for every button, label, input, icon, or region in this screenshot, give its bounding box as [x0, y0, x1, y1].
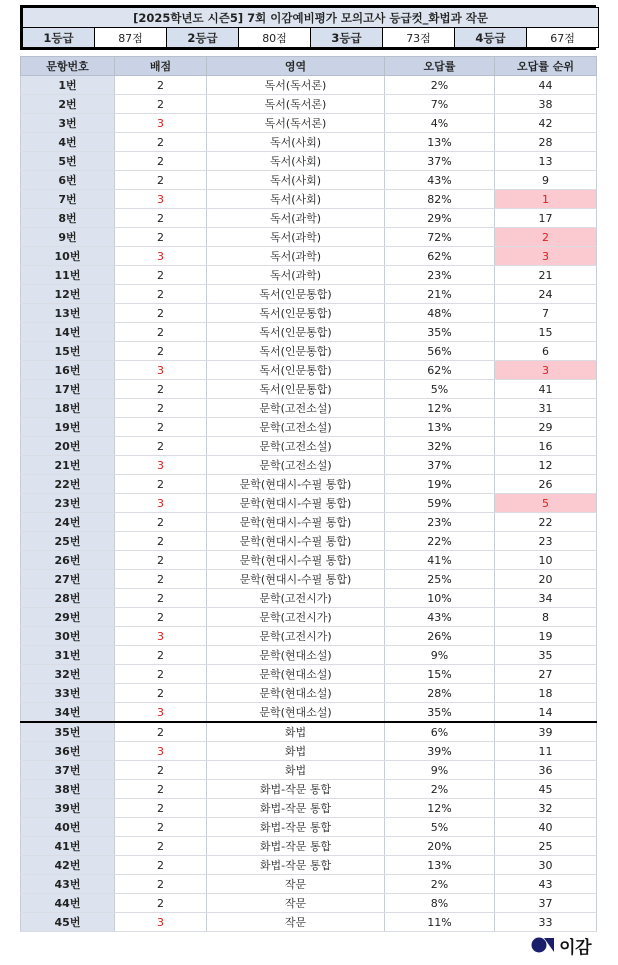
- points-cell: 2: [115, 437, 207, 456]
- error-rate-cell: 25%: [385, 570, 495, 589]
- area-cell: 독서(독서론): [207, 114, 385, 133]
- table-row: [21, 247, 597, 266]
- error-rate-cell: 41%: [385, 551, 495, 570]
- error-rate-cell: 7%: [385, 95, 495, 114]
- table-row: [21, 570, 597, 589]
- table-row: [21, 532, 597, 551]
- table-row: [21, 475, 597, 494]
- table-row: [21, 342, 597, 361]
- question-number-cell: 34번: [21, 703, 115, 723]
- area-cell: 화법: [207, 761, 385, 780]
- logo-text: 이감: [559, 937, 591, 958]
- error-rank-cell: 40: [495, 818, 597, 837]
- table-row: [21, 323, 597, 342]
- table-header: [21, 57, 597, 76]
- points-cell: 2: [115, 133, 207, 152]
- area-cell: 작문: [207, 875, 385, 894]
- table-row: [21, 399, 597, 418]
- error-rate-cell: 29%: [385, 209, 495, 228]
- area-cell: 문학(현대소설): [207, 684, 385, 703]
- error-rate-cell: 28%: [385, 684, 495, 703]
- report: [20, 5, 596, 932]
- table-row: [21, 894, 597, 913]
- question-number-cell: 32번: [21, 665, 115, 684]
- question-number-cell: 41번: [21, 837, 115, 856]
- area-cell: 문학(고전소설): [207, 456, 385, 475]
- error-rate-cell: 21%: [385, 285, 495, 304]
- area-cell: 독서(과학): [207, 209, 385, 228]
- question-number-cell: 21번: [21, 456, 115, 475]
- error-rank-cell: 35: [495, 646, 597, 665]
- error-rank-cell: 31: [495, 399, 597, 418]
- table-row: [21, 456, 597, 475]
- error-rank-cell: 27: [495, 665, 597, 684]
- table-row: [21, 133, 597, 152]
- table-row: [21, 646, 597, 665]
- question-number-cell: 24번: [21, 513, 115, 532]
- points-cell: 2: [115, 513, 207, 532]
- error-rank-cell: 23: [495, 532, 597, 551]
- points-cell: 2: [115, 304, 207, 323]
- question-number-cell: 2번: [21, 95, 115, 114]
- points-cell: 2: [115, 799, 207, 818]
- table-row: [21, 76, 597, 95]
- table-row: [21, 209, 597, 228]
- points-cell: 2: [115, 475, 207, 494]
- area-cell: 문학(고전소설): [207, 399, 385, 418]
- question-number-cell: 18번: [21, 399, 115, 418]
- question-number-cell: 4번: [21, 133, 115, 152]
- error-rank-cell: 20: [495, 570, 597, 589]
- error-rate-cell: 8%: [385, 894, 495, 913]
- area-cell: 작문: [207, 894, 385, 913]
- area-cell: 독서(독서론): [207, 95, 385, 114]
- grade-cut-box: [20, 5, 596, 50]
- area-cell: 화법-작문 통합: [207, 799, 385, 818]
- error-rank-cell: 32: [495, 799, 597, 818]
- points-cell: 2: [115, 780, 207, 799]
- area-cell: 독서(인문통합): [207, 361, 385, 380]
- question-number-cell: 23번: [21, 494, 115, 513]
- error-rate-cell: 22%: [385, 532, 495, 551]
- error-rank-cell: 6: [495, 342, 597, 361]
- error-rank-cell: 17: [495, 209, 597, 228]
- question-number-cell: 13번: [21, 304, 115, 323]
- error-rate-cell: 37%: [385, 456, 495, 475]
- area-cell: 화법-작문 통합: [207, 818, 385, 837]
- error-rank-cell: 44: [495, 76, 597, 95]
- question-number-cell: 28번: [21, 589, 115, 608]
- points-cell: 2: [115, 380, 207, 399]
- error-rate-cell: 32%: [385, 437, 495, 456]
- error-rate-cell: 2%: [385, 875, 495, 894]
- points-cell: 2: [115, 894, 207, 913]
- error-rate-cell: 12%: [385, 799, 495, 818]
- question-number-cell: 27번: [21, 570, 115, 589]
- table-row: [21, 285, 597, 304]
- area-cell: 문학(고전시가): [207, 627, 385, 646]
- column-header: 오답률: [385, 57, 495, 76]
- question-number-cell: 7번: [21, 190, 115, 209]
- column-header: 오답률 순위: [495, 57, 597, 76]
- question-number-cell: 25번: [21, 532, 115, 551]
- points-cell: 2: [115, 152, 207, 171]
- error-rank-cell: 45: [495, 780, 597, 799]
- points-cell: 2: [115, 875, 207, 894]
- error-rate-cell: 48%: [385, 304, 495, 323]
- points-cell: 2: [115, 761, 207, 780]
- error-rate-cell: 35%: [385, 703, 495, 723]
- points-cell: 2: [115, 266, 207, 285]
- question-number-cell: 3번: [21, 114, 115, 133]
- error-rate-cell: 15%: [385, 665, 495, 684]
- area-cell: 문학(현대시-수필 통합): [207, 551, 385, 570]
- area-cell: 작문: [207, 913, 385, 932]
- error-rate-cell: 9%: [385, 761, 495, 780]
- error-rate-cell: 39%: [385, 742, 495, 761]
- area-cell: 독서(사회): [207, 152, 385, 171]
- area-cell: 화법-작문 통합: [207, 856, 385, 875]
- area-cell: 문학(고전소설): [207, 418, 385, 437]
- area-cell: 독서(인문통합): [207, 323, 385, 342]
- error-rate-cell: 23%: [385, 266, 495, 285]
- area-cell: 문학(현대소설): [207, 646, 385, 665]
- error-rate-cell: 59%: [385, 494, 495, 513]
- error-rank-cell: 18: [495, 684, 597, 703]
- points-cell: 3: [115, 190, 207, 209]
- error-rank-cell: 41: [495, 380, 597, 399]
- table-row: [21, 837, 597, 856]
- grade-label: 3등급: [311, 28, 383, 48]
- area-cell: 문학(현대시-수필 통합): [207, 513, 385, 532]
- table-row: [21, 380, 597, 399]
- question-number-cell: 17번: [21, 380, 115, 399]
- area-cell: 문학(고전시가): [207, 608, 385, 627]
- question-number-cell: 8번: [21, 209, 115, 228]
- table-row: [21, 304, 597, 323]
- area-cell: 독서(과학): [207, 266, 385, 285]
- question-number-cell: 20번: [21, 437, 115, 456]
- question-number-cell: 22번: [21, 475, 115, 494]
- area-cell: 독서(인문통합): [207, 380, 385, 399]
- error-rank-cell: 38: [495, 95, 597, 114]
- error-rate-cell: 19%: [385, 475, 495, 494]
- table-row: [21, 152, 597, 171]
- question-number-cell: 37번: [21, 761, 115, 780]
- area-cell: 문학(현대시-수필 통합): [207, 570, 385, 589]
- points-cell: 2: [115, 570, 207, 589]
- brand-logo: [531, 934, 591, 956]
- area-cell: 문학(현대시-수필 통합): [207, 494, 385, 513]
- question-number-cell: 39번: [21, 799, 115, 818]
- table-row: [21, 780, 597, 799]
- error-rate-cell: 10%: [385, 589, 495, 608]
- grade-value: 80점: [239, 28, 311, 48]
- error-rank-cell: 15: [495, 323, 597, 342]
- error-rate-cell: 82%: [385, 190, 495, 209]
- table-row: [21, 418, 597, 437]
- error-rate-cell: 26%: [385, 627, 495, 646]
- points-cell: 3: [115, 114, 207, 133]
- error-rate-cell: 2%: [385, 780, 495, 799]
- points-cell: 2: [115, 856, 207, 875]
- question-number-cell: 6번: [21, 171, 115, 190]
- error-rate-cell: 5%: [385, 380, 495, 399]
- points-cell: 2: [115, 722, 207, 742]
- area-cell: 화법: [207, 722, 385, 742]
- error-rank-cell: 39: [495, 722, 597, 742]
- column-header: 영역: [207, 57, 385, 76]
- table-row: [21, 266, 597, 285]
- error-rate-cell: 62%: [385, 247, 495, 266]
- table-row: [21, 665, 597, 684]
- points-cell: 2: [115, 837, 207, 856]
- error-rate-cell: 2%: [385, 76, 495, 95]
- area-cell: 독서(사회): [207, 133, 385, 152]
- question-number-cell: 14번: [21, 323, 115, 342]
- error-rank-cell: 12: [495, 456, 597, 475]
- grade-label: 4등급: [455, 28, 527, 48]
- column-header: 문항번호: [21, 57, 115, 76]
- error-rate-cell: 4%: [385, 114, 495, 133]
- area-cell: 독서(인문통합): [207, 342, 385, 361]
- table-row: [21, 114, 597, 133]
- points-cell: 2: [115, 665, 207, 684]
- error-rate-cell: 13%: [385, 418, 495, 437]
- points-cell: 2: [115, 551, 207, 570]
- error-rank-cell: 16: [495, 437, 597, 456]
- table-body: [21, 76, 597, 932]
- question-number-cell: 42번: [21, 856, 115, 875]
- question-number-cell: 45번: [21, 913, 115, 932]
- table-row: [21, 494, 597, 513]
- question-number-cell: 33번: [21, 684, 115, 703]
- table-row: [21, 684, 597, 703]
- error-rank-cell: 7: [495, 304, 597, 323]
- table-row: [21, 437, 597, 456]
- question-number-cell: 26번: [21, 551, 115, 570]
- table-row: [21, 761, 597, 780]
- points-cell: 2: [115, 589, 207, 608]
- points-cell: 2: [115, 608, 207, 627]
- question-number-cell: 30번: [21, 627, 115, 646]
- area-cell: 독서(인문통합): [207, 304, 385, 323]
- points-cell: 2: [115, 95, 207, 114]
- table-row: [21, 171, 597, 190]
- error-rate-cell: 37%: [385, 152, 495, 171]
- question-number-cell: 44번: [21, 894, 115, 913]
- points-cell: 2: [115, 418, 207, 437]
- error-rate-cell: 6%: [385, 722, 495, 742]
- question-number-cell: 31번: [21, 646, 115, 665]
- igam-logo-icon: [531, 936, 555, 954]
- error-rate-cell: 12%: [385, 399, 495, 418]
- error-rate-cell: 13%: [385, 133, 495, 152]
- grade-value: 67점: [527, 28, 599, 48]
- points-cell: 3: [115, 913, 207, 932]
- error-rank-cell: 8: [495, 608, 597, 627]
- table-row: [21, 799, 597, 818]
- area-cell: 독서(과학): [207, 228, 385, 247]
- error-rank-cell: 3: [495, 247, 597, 266]
- error-rate-cell: 11%: [385, 913, 495, 932]
- error-rank-cell: 1: [495, 190, 597, 209]
- points-cell: 3: [115, 247, 207, 266]
- error-rank-cell: 21: [495, 266, 597, 285]
- table-row: [21, 742, 597, 761]
- question-number-cell: 1번: [21, 76, 115, 95]
- error-rate-cell: 72%: [385, 228, 495, 247]
- points-cell: 2: [115, 399, 207, 418]
- table-row: [21, 589, 597, 608]
- error-rate-cell: 62%: [385, 361, 495, 380]
- table-row: [21, 513, 597, 532]
- points-cell: 2: [115, 171, 207, 190]
- area-cell: 독서(인문통합): [207, 285, 385, 304]
- question-number-cell: 10번: [21, 247, 115, 266]
- question-number-cell: 16번: [21, 361, 115, 380]
- points-cell: 3: [115, 627, 207, 646]
- points-cell: 3: [115, 703, 207, 723]
- item-analysis-table: [20, 56, 597, 932]
- area-cell: 독서(사회): [207, 190, 385, 209]
- points-cell: 2: [115, 323, 207, 342]
- table-row: [21, 627, 597, 646]
- error-rank-cell: 19: [495, 627, 597, 646]
- error-rank-cell: 42: [495, 114, 597, 133]
- table-row: [21, 228, 597, 247]
- area-cell: 독서(과학): [207, 247, 385, 266]
- table-row: [21, 856, 597, 875]
- question-number-cell: 29번: [21, 608, 115, 627]
- error-rate-cell: 56%: [385, 342, 495, 361]
- points-cell: 2: [115, 646, 207, 665]
- error-rank-cell: 30: [495, 856, 597, 875]
- area-cell: 문학(현대시-수필 통합): [207, 532, 385, 551]
- error-rate-cell: 9%: [385, 646, 495, 665]
- table-row: [21, 361, 597, 380]
- error-rank-cell: 37: [495, 894, 597, 913]
- column-header: 배점: [115, 57, 207, 76]
- error-rank-cell: 36: [495, 761, 597, 780]
- table-row: [21, 95, 597, 114]
- points-cell: 2: [115, 228, 207, 247]
- table-row: [21, 722, 597, 742]
- error-rank-cell: 9: [495, 171, 597, 190]
- error-rate-cell: 5%: [385, 818, 495, 837]
- grade-cut-row: [23, 28, 599, 48]
- grade-cut-table: [22, 7, 599, 48]
- table-row: [21, 703, 597, 723]
- points-cell: 2: [115, 684, 207, 703]
- page-title: [2025학년도 시즌5] 7회 이감예비평가 모의고사 등급컷_화법과 작문: [23, 8, 599, 28]
- points-cell: 2: [115, 285, 207, 304]
- error-rate-cell: 23%: [385, 513, 495, 532]
- question-number-cell: 40번: [21, 818, 115, 837]
- question-number-cell: 43번: [21, 875, 115, 894]
- error-rank-cell: 24: [495, 285, 597, 304]
- error-rank-cell: 14: [495, 703, 597, 723]
- error-rank-cell: 43: [495, 875, 597, 894]
- points-cell: 2: [115, 76, 207, 95]
- area-cell: 화법: [207, 742, 385, 761]
- grade-value: 87점: [95, 28, 167, 48]
- area-cell: 문학(고전시가): [207, 589, 385, 608]
- error-rate-cell: 20%: [385, 837, 495, 856]
- area-cell: 화법-작문 통합: [207, 837, 385, 856]
- error-rank-cell: 2: [495, 228, 597, 247]
- error-rank-cell: 25: [495, 837, 597, 856]
- error-rank-cell: 29: [495, 418, 597, 437]
- question-number-cell: 5번: [21, 152, 115, 171]
- error-rank-cell: 28: [495, 133, 597, 152]
- error-rate-cell: 13%: [385, 856, 495, 875]
- error-rank-cell: 13: [495, 152, 597, 171]
- error-rate-cell: 43%: [385, 171, 495, 190]
- grade-label: 1등급: [23, 28, 95, 48]
- error-rate-cell: 35%: [385, 323, 495, 342]
- error-rank-cell: 11: [495, 742, 597, 761]
- error-rank-cell: 22: [495, 513, 597, 532]
- error-rank-cell: 26: [495, 475, 597, 494]
- question-number-cell: 9번: [21, 228, 115, 247]
- error-rank-cell: 3: [495, 361, 597, 380]
- table-row: [21, 608, 597, 627]
- points-cell: 3: [115, 742, 207, 761]
- area-cell: 독서(사회): [207, 171, 385, 190]
- points-cell: 2: [115, 532, 207, 551]
- area-cell: 문학(고전소설): [207, 437, 385, 456]
- area-cell: 문학(현대시-수필 통합): [207, 475, 385, 494]
- points-cell: 2: [115, 342, 207, 361]
- points-cell: 3: [115, 456, 207, 475]
- question-number-cell: 35번: [21, 722, 115, 742]
- question-number-cell: 19번: [21, 418, 115, 437]
- points-cell: 3: [115, 494, 207, 513]
- table-row: [21, 818, 597, 837]
- error-rank-cell: 33: [495, 913, 597, 932]
- points-cell: 2: [115, 818, 207, 837]
- table-row: [21, 913, 597, 932]
- error-rank-cell: 34: [495, 589, 597, 608]
- question-number-cell: 15번: [21, 342, 115, 361]
- area-cell: 독서(독서론): [207, 76, 385, 95]
- question-number-cell: 11번: [21, 266, 115, 285]
- area-cell: 문학(현대소설): [207, 665, 385, 684]
- table-row: [21, 875, 597, 894]
- error-rank-cell: 5: [495, 494, 597, 513]
- error-rank-cell: 10: [495, 551, 597, 570]
- area-cell: 화법-작문 통합: [207, 780, 385, 799]
- table-row: [21, 551, 597, 570]
- grade-label: 2등급: [167, 28, 239, 48]
- points-cell: 3: [115, 361, 207, 380]
- question-number-cell: 36번: [21, 742, 115, 761]
- table-row: [21, 190, 597, 209]
- question-number-cell: 12번: [21, 285, 115, 304]
- points-cell: 2: [115, 209, 207, 228]
- area-cell: 문학(현대소설): [207, 703, 385, 723]
- grade-value: 73점: [383, 28, 455, 48]
- error-rate-cell: 43%: [385, 608, 495, 627]
- question-number-cell: 38번: [21, 780, 115, 799]
